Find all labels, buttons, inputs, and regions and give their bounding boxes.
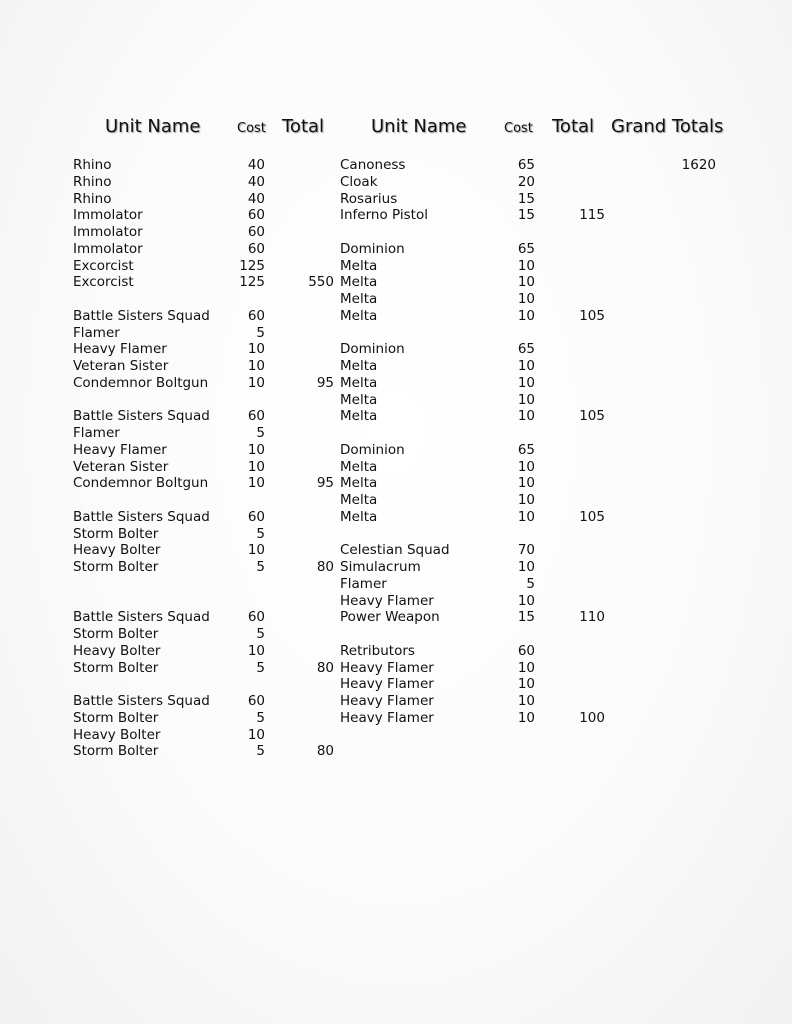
left-unit-name-cell: Flamer (73, 425, 120, 441)
left-unit-name-cell: Rhino (73, 190, 112, 207)
right-cost-cell: 65 (517, 157, 535, 173)
left-unit-name-cell: Veteran Sister (73, 358, 169, 374)
left-cost-cell: 5 (256, 743, 265, 760)
right-unit-name-cell: Heavy Flamer (340, 693, 434, 709)
right-unit-name-cell: Melta (340, 492, 378, 508)
left-cost-cell: 60 (247, 609, 265, 626)
left-unit-name-cell: Battle Sisters Squad (73, 508, 210, 525)
left-cost-cell: 5 (256, 525, 265, 542)
right-unit-name-cell: Melta (340, 274, 378, 291)
left-cost-cell: 125 (239, 274, 265, 291)
right-cost-cell: 10 (517, 291, 535, 307)
left-cost-cell: 5 (256, 659, 265, 676)
left-unit-name-cell: Veteran Sister (73, 458, 169, 475)
left-cost-cell: 10 (247, 358, 265, 374)
left-unit-name-cell: Condemnor Boltgun (73, 475, 209, 492)
left-cost-cell: 60 (247, 307, 265, 324)
left-unit-name-cell: Storm Bolter (73, 743, 159, 760)
left-cost-cell: 5 (256, 709, 265, 726)
left-cost-cell: 40 (247, 157, 265, 173)
right-total-cell: 100 (579, 709, 605, 726)
left-total-cell: 95 (316, 374, 334, 391)
right-cost-cell: 65 (517, 240, 535, 257)
right-cost-cell: 10 (517, 257, 535, 274)
right-cost-cell: 10 (517, 676, 535, 693)
right-unit-name-cell: Heavy Flamer (340, 709, 434, 726)
left-cost-cell: 60 (247, 508, 265, 525)
left-cost-cell: 60 (247, 408, 265, 425)
right-unit-name-cell: Melta (340, 358, 378, 374)
left-unit-name-cell: Storm Bolter (73, 709, 159, 726)
left-total-cell: 80 (316, 659, 334, 676)
left-unit-name-cell: Heavy Bolter (73, 642, 161, 659)
left-unit-name-cell: Flamer (73, 324, 120, 341)
right-unit-name-cell: Melta (340, 458, 378, 475)
left-total-cell: 95 (316, 475, 334, 492)
left-unit-name-cell: Excorcist (73, 257, 134, 274)
left-unit-name-cell: Rhino (73, 157, 112, 173)
right-cost-cell: 10 (517, 709, 535, 726)
left-cost-cell: 5 (256, 559, 265, 575)
left-cost-cell: 10 (247, 374, 265, 391)
left-unit-name-cell: Storm Bolter (73, 525, 159, 542)
left-cost-cell: 40 (247, 190, 265, 207)
right-cost-cell: 10 (517, 307, 535, 324)
right-total-cell: 115 (579, 207, 605, 224)
header-total-right: Total (552, 116, 595, 137)
right-cost-cell: 10 (517, 358, 535, 374)
left-unit-name-cell: Immolator (73, 207, 143, 224)
right-unit-name-cell: Melta (340, 408, 378, 425)
right-unit-name-cell: Inferno Pistol (340, 207, 428, 224)
right-cost-cell: 65 (517, 341, 535, 358)
left-unit-name-cell: Storm Bolter (73, 559, 159, 575)
left-unit-name-cell: Storm Bolter (73, 659, 159, 676)
right-cost-cell: 5 (526, 575, 535, 592)
left-cost-cell: 60 (247, 693, 265, 709)
left-total-cell: 80 (316, 559, 334, 575)
right-cost-cell: 10 (517, 458, 535, 475)
left-cost-cell: 125 (239, 257, 265, 274)
right-cost-cell: 15 (517, 207, 535, 224)
left-unit-name-cell: Heavy Bolter (73, 726, 161, 743)
right-unit-name-cell: Rosarius (340, 190, 398, 207)
left-cost-cell: 10 (247, 542, 265, 559)
right-cost-cell: 10 (517, 374, 535, 391)
left-unit-name-cell: Battle Sisters Squad (73, 307, 210, 324)
right-unit-name-cell: Melta (340, 508, 378, 525)
right-unit-name-cell: Melta (340, 257, 378, 274)
left-unit-name-cell: Storm Bolter (73, 626, 159, 642)
right-unit-name-cell: Cloak (340, 173, 378, 190)
left-cost-cell: 10 (247, 441, 265, 458)
left-cost-cell: 10 (247, 458, 265, 475)
header-cost-right: Cost (504, 121, 533, 136)
right-cost-cell: 60 (517, 642, 535, 659)
right-total-cell: 105 (579, 307, 605, 324)
left-unit-name-cell: Condemnor Boltgun (73, 374, 209, 391)
right-total-cell: 105 (579, 508, 605, 525)
right-unit-name-cell: Melta (340, 391, 378, 408)
left-unit-name-cell: Battle Sisters Squad (73, 693, 210, 709)
right-total-cell: 105 (579, 408, 605, 425)
header-total-left: Total (282, 116, 325, 137)
right-unit-name-cell: Heavy Flamer (340, 592, 434, 609)
left-unit-name-cell: Immolator (73, 240, 143, 257)
left-cost-cell: 40 (247, 173, 265, 190)
right-cost-cell: 65 (517, 441, 535, 458)
right-unit-name-cell: Simulacrum (340, 559, 421, 575)
right-unit-name-cell: Heavy Flamer (340, 676, 434, 693)
right-unit-name-cell: Flamer (340, 575, 387, 592)
right-cost-cell: 15 (517, 609, 535, 626)
right-unit-name-cell: Dominion (340, 441, 405, 458)
left-unit-name-cell: Battle Sisters Squad (73, 408, 210, 425)
right-unit-name-cell: Dominion (340, 341, 405, 358)
left-cost-cell: 5 (256, 626, 265, 642)
right-cost-cell: 10 (517, 592, 535, 609)
right-unit-name-cell: Melta (340, 291, 378, 307)
right-unit-name-cell: Melta (340, 475, 378, 492)
right-unit-name-cell: Melta (340, 307, 378, 324)
header-unit-name-left: Unit Name (105, 116, 201, 137)
left-cost-cell: 60 (247, 207, 265, 224)
header-cost-left: Cost (237, 121, 266, 136)
left-total-cell: 550 (308, 274, 334, 291)
right-unit-name-cell: Power Weapon (340, 609, 440, 626)
right-unit-name-cell: Melta (340, 374, 378, 391)
right-unit-name-cell: Retributors (340, 642, 415, 659)
right-unit-name-cell: Celestian Squad (340, 542, 450, 559)
left-cost-cell: 5 (256, 425, 265, 441)
left-unit-name-cell: Immolator (73, 224, 143, 240)
header-grand-totals: Grand Totals (611, 116, 724, 137)
left-unit-name-cell: Battle Sisters Squad (73, 609, 210, 626)
left-cost-cell: 10 (247, 341, 265, 358)
right-cost-cell: 10 (517, 508, 535, 525)
left-cost-cell: 60 (247, 240, 265, 257)
right-unit-name-cell: Heavy Flamer (340, 659, 434, 676)
left-total-cell: 80 (316, 743, 334, 760)
right-cost-cell: 10 (517, 559, 535, 575)
left-cost-cell: 5 (256, 324, 265, 341)
header-unit-name-right: Unit Name (371, 116, 467, 137)
left-unit-name-cell: Heavy Flamer (73, 441, 167, 458)
right-cost-cell: 10 (517, 693, 535, 709)
left-unit-name-cell: Heavy Flamer (73, 341, 167, 358)
right-cost-cell: 10 (517, 475, 535, 492)
left-unit-name-cell: Excorcist (73, 274, 134, 291)
right-cost-cell: 15 (517, 190, 535, 207)
left-cost-cell: 10 (247, 475, 265, 492)
right-cost-cell: 70 (517, 542, 535, 559)
left-cost-cell: 10 (247, 726, 265, 743)
right-unit-name-cell: Dominion (340, 240, 405, 257)
left-unit-name-cell: Rhino (73, 173, 112, 190)
right-cost-cell: 10 (517, 492, 535, 508)
right-cost-cell: 10 (517, 274, 535, 291)
grand-total-value: 1620 (681, 157, 716, 173)
right-cost-cell: 10 (517, 408, 535, 425)
right-unit-name-cell: Canoness (340, 157, 406, 173)
right-total-cell: 110 (579, 609, 605, 626)
right-cost-cell: 10 (517, 659, 535, 676)
left-unit-name-cell: Heavy Bolter (73, 542, 161, 559)
right-cost-cell: 20 (517, 173, 535, 190)
right-cost-cell: 10 (517, 391, 535, 408)
left-cost-cell: 60 (247, 224, 265, 240)
left-cost-cell: 10 (247, 642, 265, 659)
